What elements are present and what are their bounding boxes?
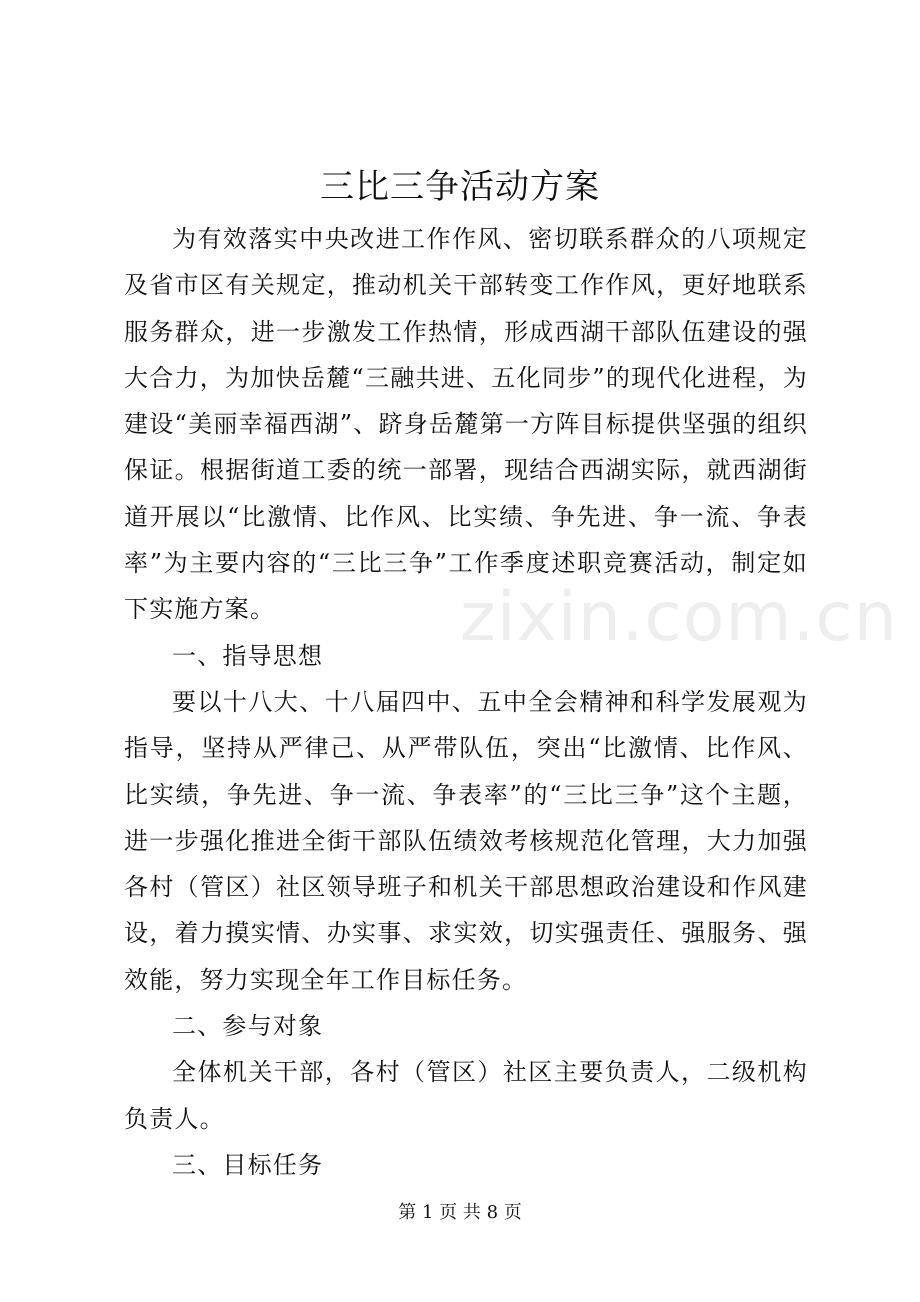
section-heading-guiding-thought: 一、指导思想 xyxy=(172,641,324,670)
document-title: 三比三争活动方案 xyxy=(320,167,600,207)
page-number-footer: 第 1 页 共 8 页 xyxy=(398,1202,522,1223)
section-heading-goals: 三、目标任务 xyxy=(172,1150,324,1179)
section-heading-participants: 二、参与对象 xyxy=(172,1012,324,1041)
intro-paragraph: 为有效落实中央改进工作作风、密切联系群众的八项规定及省市区有关规定，推动机关干部转变工作作风，更好地联系服务群众，进一步激发工作热情，形成西湖干部队伍建设的强大合力，为加快岳麓“三融共进、五化同步”的现代化进程，为建设“美丽幸福西湖”、跻身岳麓第一方阵目标提供坚强的组织保证。根据街道工委的统一部署，现结合西湖实际，就西湖街道开展以“比激情、比作风、比实绩、争先进、争一流、争表率”为主要内容的“三比三争”工作季度述职竞赛活动，制定如下实施方案。 xyxy=(124,225,808,624)
watermark: zixin.com.cn xyxy=(460,578,898,657)
guiding-thought-paragraph: 要以十八大、十八届四中、五中全会精神和科学发展观为指导，坚持从严律己、从严带队伍，突出“比激情、比作风、比实绩，争先进、争一流、争表率”的“三比三争”这个主题，进一步强化推进全街干部队伍绩效考核规范化管理，大力加强各村（管区）社区领导班子和机关干部思想政治建设和作风建设，着力摸实情、办实事、求实效，切实强责任、强服务、强效能，努力实现全年工作目标任务。 xyxy=(124,687,808,994)
participants-paragraph: 全体机关干部，各村（管区）社区主要负责人，二级机构负责人。 xyxy=(124,1058,808,1133)
document-body xyxy=(124,216,808,1188)
